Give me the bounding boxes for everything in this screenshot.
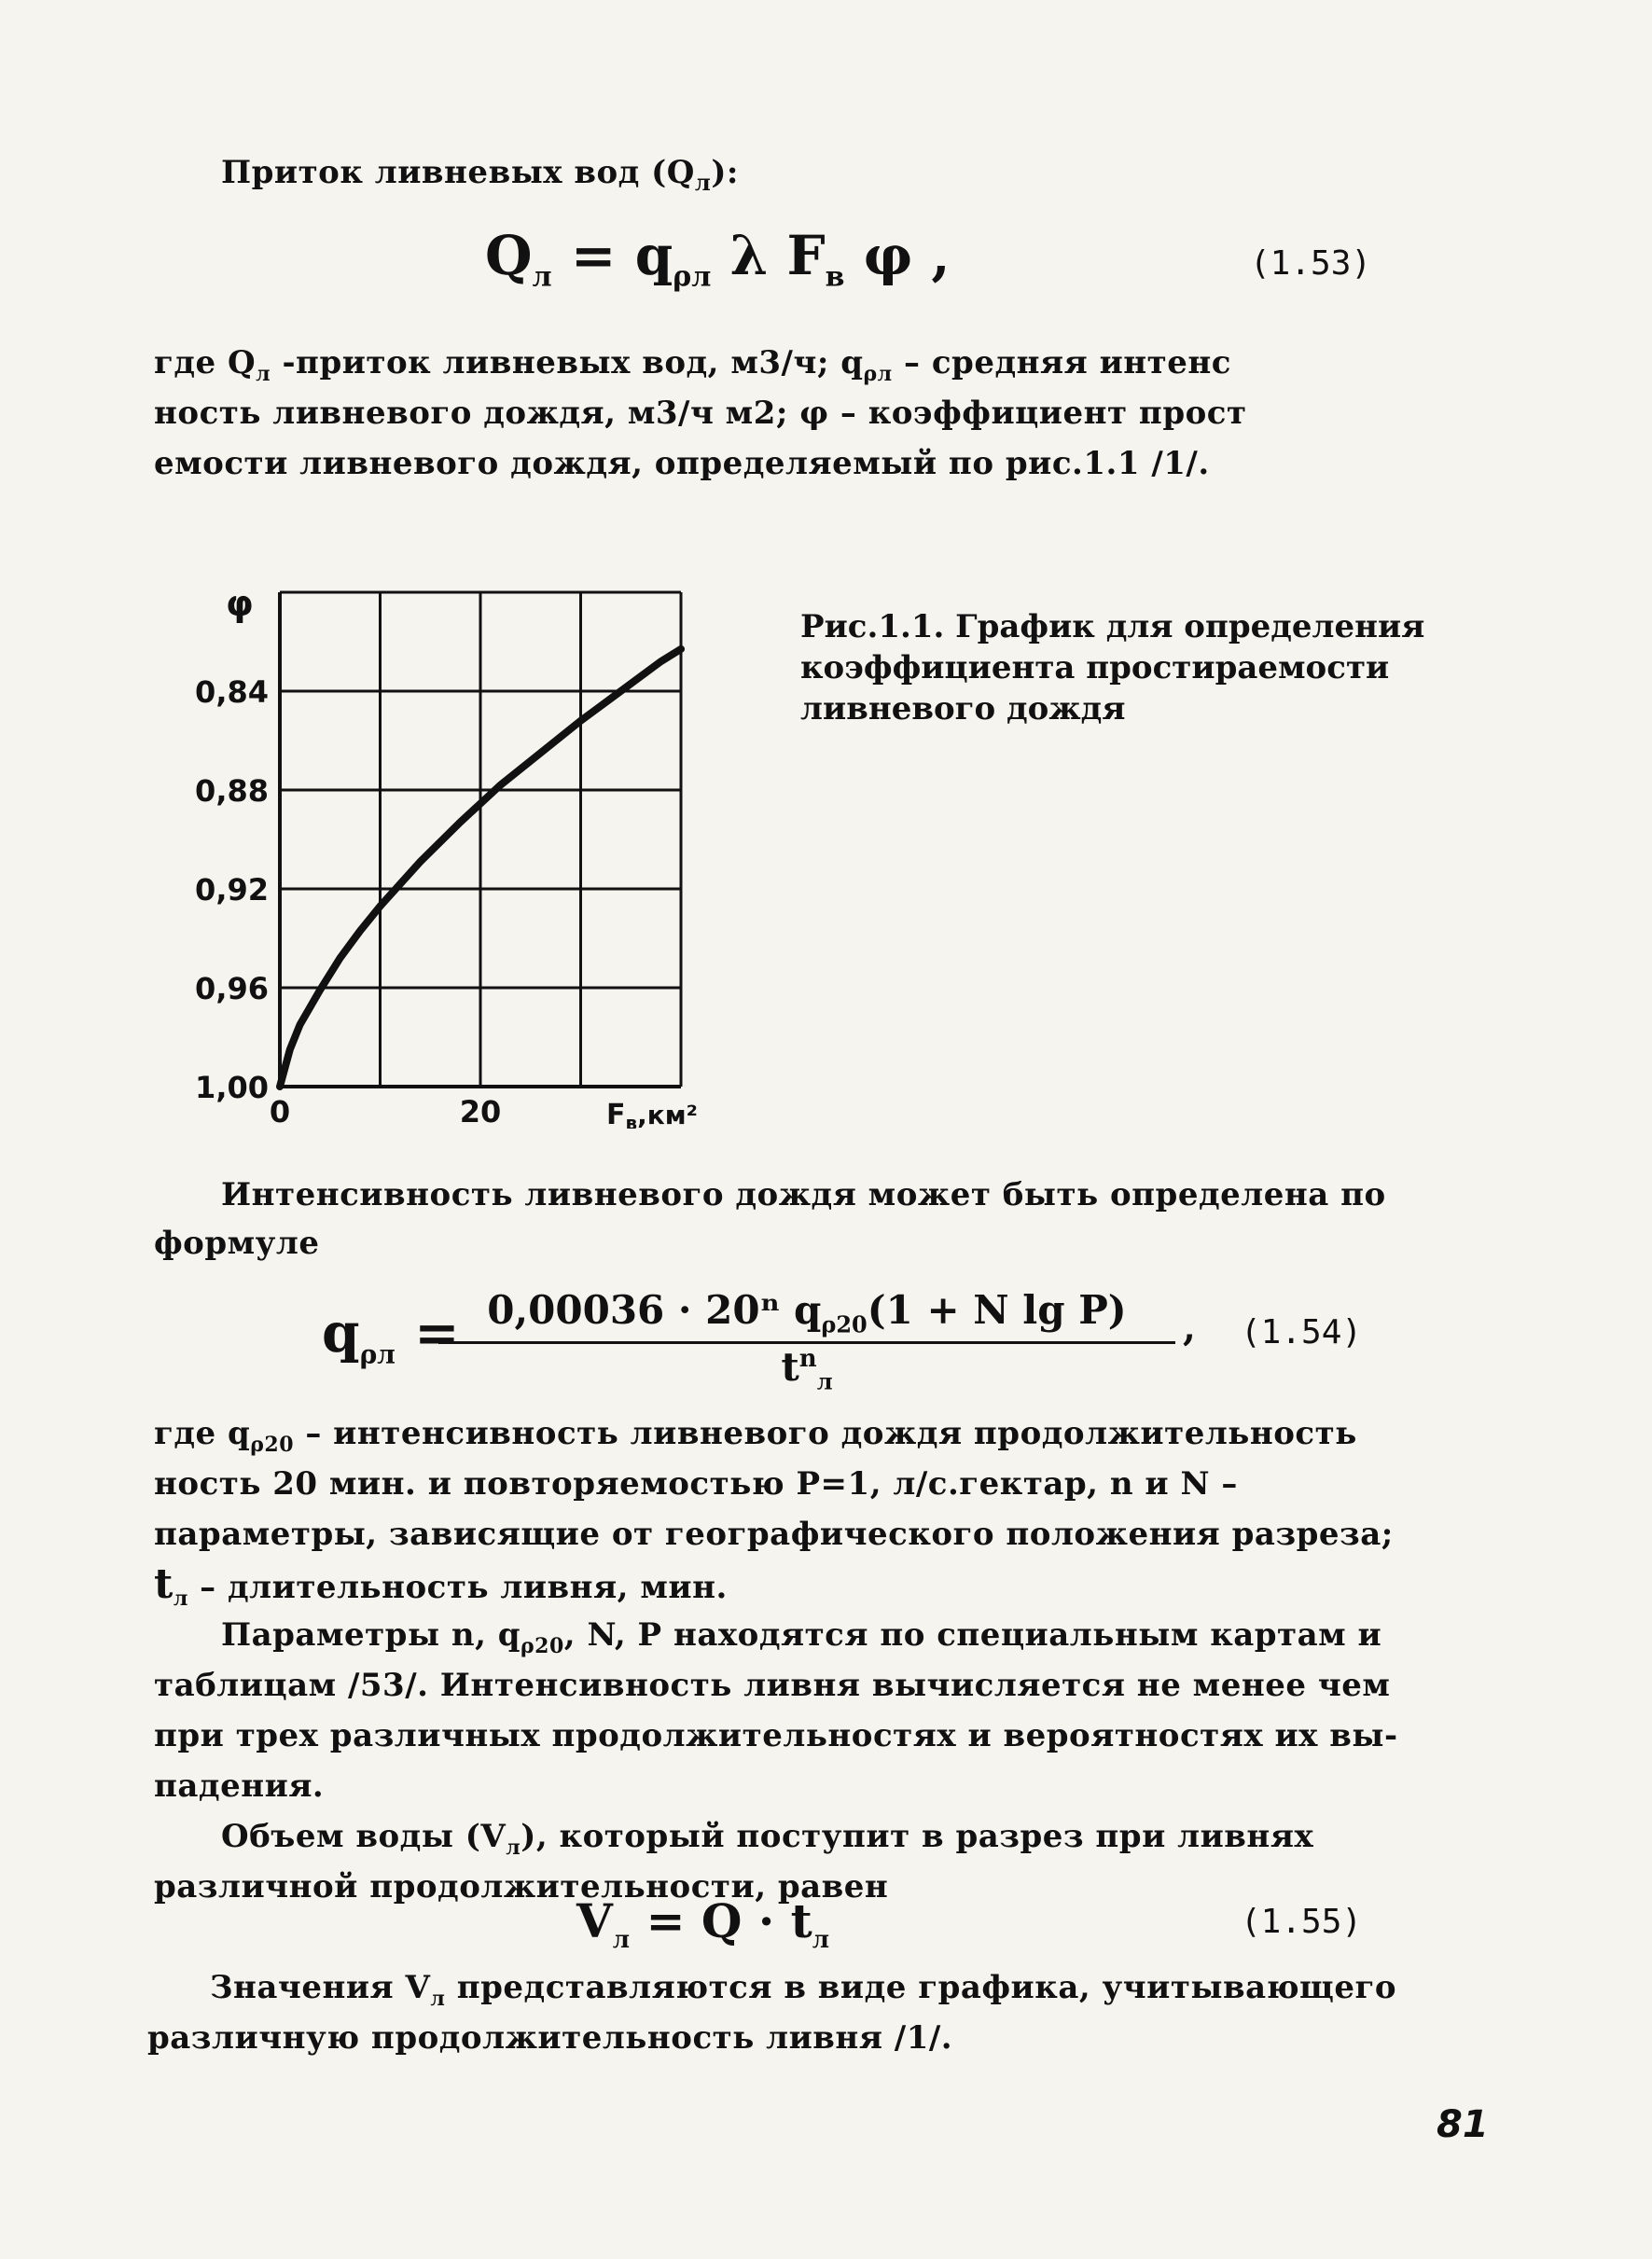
where153-l1b-sub: ρл [863, 361, 893, 386]
where154-l4-sub: л [173, 1586, 188, 1611]
f154-num-sub: ρ20 [821, 1310, 868, 1338]
intro-sub: л [694, 168, 712, 196]
values-l1b: представляются в виде графика, учитывающего [445, 1969, 1396, 2006]
where153-l1b: -приток ливневых вод, м3/ч; q [271, 344, 864, 381]
params-l1b: , N, P находятся по специальным картам и [563, 1616, 1382, 1654]
formula-1-55-number: (1.55) [1241, 1903, 1363, 1941]
where153-l1-sub: л [256, 361, 271, 386]
f154-comma: , [1183, 1306, 1196, 1350]
intro-end: ): [711, 154, 739, 191]
where154-l1-sub: ρ20 [250, 1432, 294, 1457]
where-1-54-line3: параметры, зависящие от географического положения разреза; [154, 1516, 1394, 1553]
formula-1-55 [576, 1893, 829, 1954]
params-line3: при трех различных продолжительностях и вероятностях их вы- [154, 1717, 1398, 1754]
chart-gridlines [280, 592, 681, 1087]
f153-lhs: Q [485, 224, 533, 287]
chart-xtick-label-1: 20 [459, 1094, 502, 1129]
f153-f: F [786, 224, 826, 287]
f155-lhs-sub: л [612, 1926, 631, 1954]
f154-num-text: 0,00036 · 20ⁿ q [487, 1287, 822, 1333]
f154-lhs: q [322, 1301, 360, 1365]
f153-f-sub: в [825, 260, 845, 294]
params-l1-sub: ρ20 [521, 1633, 564, 1658]
page-number: 81 [1437, 2103, 1489, 2146]
intensity-line2: формуле [154, 1225, 320, 1262]
where154-l4a: t [154, 1560, 174, 1608]
chart-ytick-label-4: 1,00 [195, 1070, 269, 1105]
values-line2: различную продолжительность ливня /1/. [147, 2019, 953, 2057]
where154-l4b: – длительность ливня, мин. [187, 1569, 728, 1606]
chart-xlabel-unit: ,км² [637, 1100, 698, 1129]
f153-lhs-sub: л [532, 260, 552, 294]
f153-lambda: λ [729, 224, 769, 287]
where153-l1c: – средняя интенс [892, 344, 1231, 381]
f155-lhs: V [576, 1893, 613, 1948]
f154-denominator [438, 1344, 1175, 1394]
formula-1-53 [485, 224, 951, 294]
params-l1a: Параметры n, q [221, 1616, 521, 1654]
chart-xtick-label-0: 0 [269, 1094, 291, 1129]
chart-ytick-label-3: 0,96 [195, 971, 269, 1006]
values-l1-sub: л [430, 1986, 446, 2011]
params-line2: таблицам /53/. Интенсивность ливня вычисляется не менее чем [154, 1667, 1391, 1704]
f154-den-sup: n [798, 1345, 817, 1374]
f154-num-end: (1 + N lg P) [867, 1287, 1127, 1333]
where154-l1b: – интенсивность ливневого дождя продолжительность [294, 1415, 1357, 1452]
f153-eq: = [570, 224, 617, 287]
volume-l1b: ), который поступит в разрез при ливнях [521, 1818, 1314, 1855]
formula-1-53-number: (1.53) [1250, 244, 1372, 283]
chart-ylabel: φ [226, 583, 254, 624]
chart-xlabel-sub: в [625, 1112, 638, 1129]
values-l1a: Значения V [210, 1969, 431, 2006]
where-1-53-line3: емости ливневого дождя, определяемый по рис.1.1 /1/. [154, 445, 1210, 482]
chart-ytick-label-1: 0,88 [195, 773, 269, 809]
intro-text: Приток ливневых вод (Q [221, 154, 695, 191]
f155-rhs-sub: л [812, 1926, 830, 1954]
figure-caption: Рис.1.1. График для определения коэффициента простираемости ливневого дождя [800, 608, 1425, 728]
chart-xlabel-main: F [606, 1099, 626, 1129]
f153-comma: , [931, 224, 951, 287]
chart-xtick-labels [270, 1094, 501, 1129]
params-line4: падения. [154, 1767, 325, 1805]
volume-line2: различной продолжительности, равен [154, 1868, 889, 1906]
f155-rhs: = Q · t [646, 1893, 812, 1948]
where-1-53-line2: ность ливневого дождя, м3/ч м2; φ – коэффициент прост [154, 395, 1247, 432]
f153-q: q [634, 224, 673, 287]
volume-l1a: Объем воды (V [221, 1818, 507, 1855]
intro-line [221, 147, 739, 208]
formula-1-54-number: (1.54) [1241, 1313, 1363, 1351]
f154-eq: = [414, 1301, 460, 1365]
f154-den-sub: л [816, 1367, 833, 1395]
figure-1-1-chart [177, 569, 774, 1129]
where-1-54-line2: ность 20 мин. и повторяемостью P=1, л/с.гектар, n и N – [154, 1465, 1238, 1503]
volume-l1-sub: л [506, 1835, 521, 1860]
f154-lhs-sub: ρл [359, 1338, 396, 1370]
f153-phi: φ [863, 224, 913, 287]
where153-l1a: где Q [154, 344, 257, 381]
where154-l1a: где q [154, 1415, 251, 1452]
formula-1-54-fraction [438, 1287, 1175, 1395]
f154-den-text: t [781, 1344, 799, 1391]
chart-xlabel [606, 1099, 698, 1129]
chart-ytick-label-0: 0,84 [195, 674, 269, 710]
chart-ytick-label-2: 0,92 [195, 872, 269, 908]
intensity-line1: Интенсивность ливневого дождя может быть определена по [221, 1176, 1386, 1213]
f154-numerator [438, 1287, 1175, 1344]
f153-q-sub: ρл [673, 260, 712, 294]
chart-ytick-labels [195, 674, 269, 1105]
